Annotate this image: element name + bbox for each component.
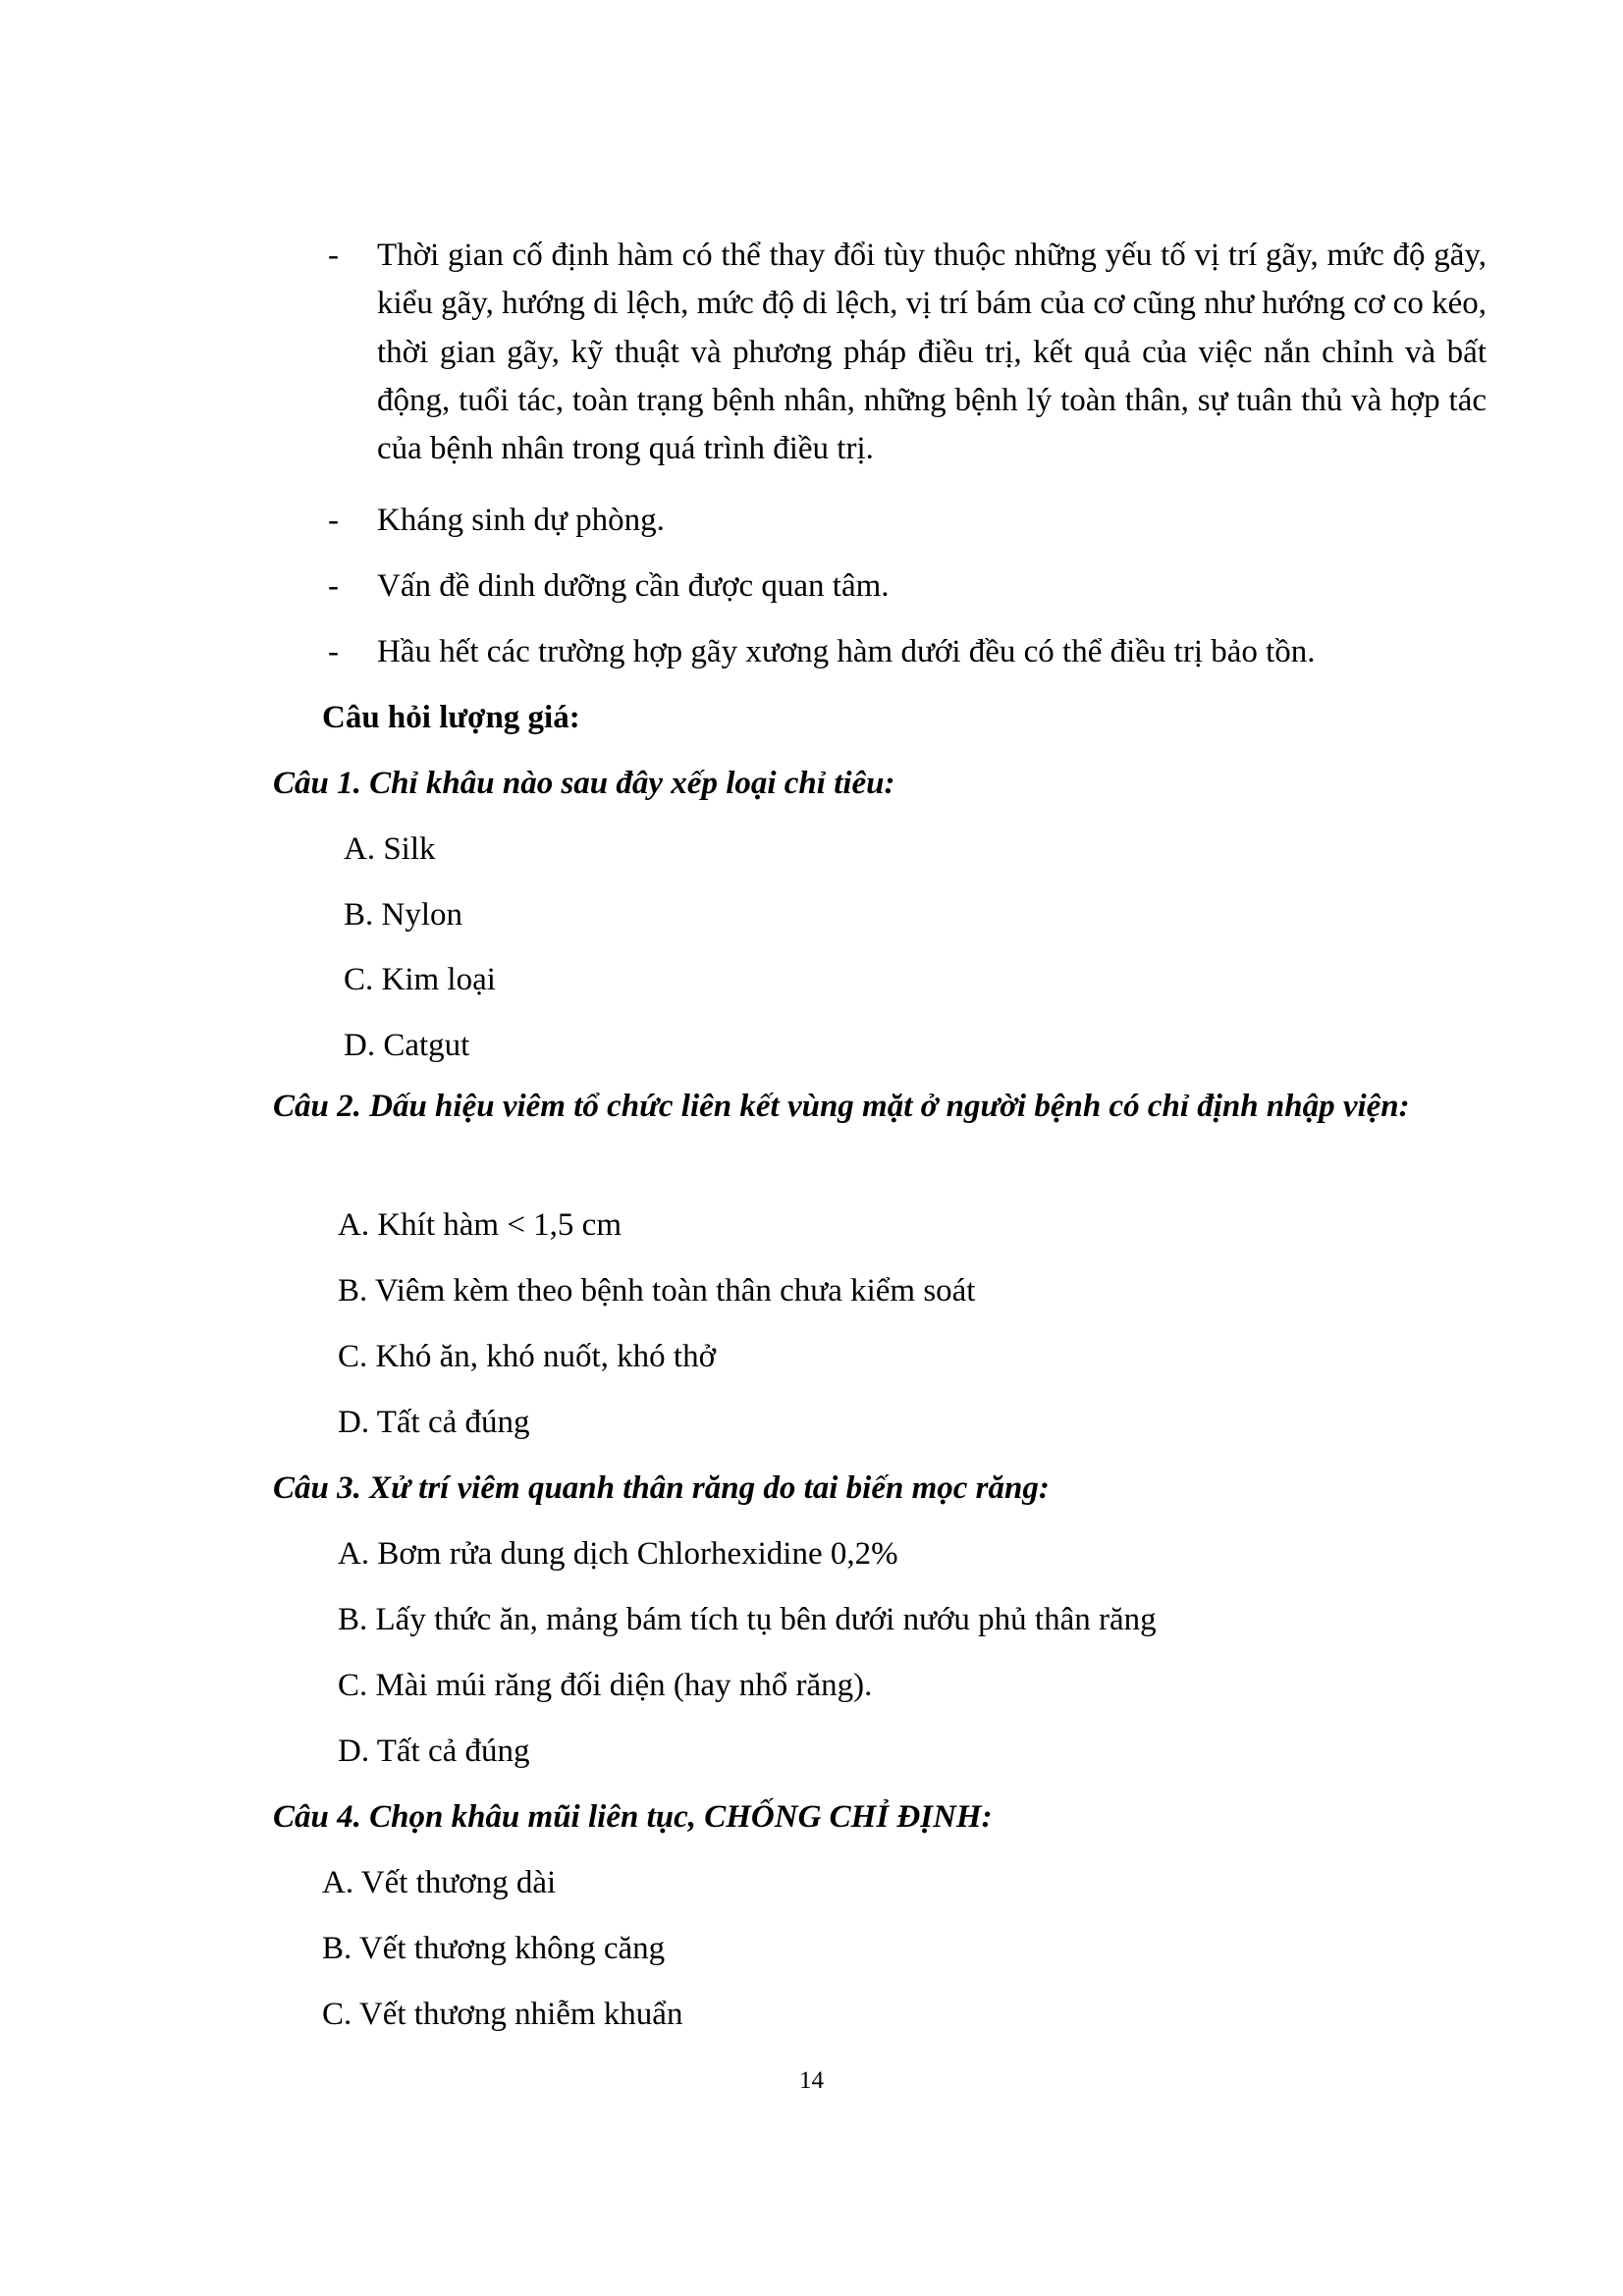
answer-option: D. Catgut	[344, 1028, 470, 1063]
bullet-paragraph: Thời gian cố định hàm có thể thay đổi tùy thuộc những yếu tố vị trí gãy, mức độ gãy, kiểu gãy, hướng di lệch, mức độ di lệch, vị trí bám của cơ cũng như hướng cơ co kéo, thời gian gãy, kỹ thuật và phương pháp điều trị, kết quả của việc nắn chỉnh và bất động, tuổi tác, toàn trạng bệnh nhân, những bệnh lý toàn thân, sự tuân thủ và hợp tác của bệnh nhân trong quá trình điều trị.	[377, 238, 1487, 467]
page-number: 14	[799, 2067, 824, 2094]
question-title: Câu 1. Chỉ khâu nào sau đây xếp loại chỉ tiêu:	[273, 766, 895, 801]
answer-option: B. Viêm kèm theo bệnh toàn thân chưa kiểm soát	[338, 1273, 976, 1308]
bullet-marker: -	[328, 503, 339, 538]
bullet-text: Hầu hết các trường hợp gãy xương hàm dưới đều có thể điều trị bảo tồn.	[377, 634, 1316, 669]
answer-option: C. Vết thương nhiễm khuẩn	[322, 1997, 683, 2032]
answer-option: D. Tất cả đúng	[338, 1405, 530, 1440]
answer-option: B. Vết thương không căng	[322, 1931, 666, 1966]
answer-option: B. Nylon	[344, 897, 463, 933]
bullet-marker: -	[328, 568, 339, 604]
bullet-marker: -	[328, 634, 339, 669]
question-title: Câu 2. Dấu hiệu viêm tổ chức liên kết vùng mặt ở người bệnh có chỉ định nhập viện:	[273, 1089, 1410, 1124]
bullet-text: Vấn đề dinh dưỡng cần được quan tâm.	[377, 568, 890, 604]
answer-option: D. Tất cả đúng	[338, 1734, 530, 1769]
answer-option: B. Lấy thức ăn, mảng bám tích tụ bên dưới nướu phủ thân răng	[338, 1602, 1157, 1637]
answer-option: A. Vết thương dài	[322, 1865, 557, 1900]
question-title: Câu 4. Chọn khâu mũi liên tục, CHỐNG CHỈ ĐỊNH:	[273, 1799, 993, 1835]
answer-option: A. Khít hàm < 1,5 cm	[338, 1207, 622, 1243]
bullet-text: Kháng sinh dự phòng.	[377, 503, 665, 538]
bullet-marker: -	[328, 238, 339, 273]
question-title: Câu 3. Xử trí viêm quanh thân răng do tai biến mọc răng:	[273, 1470, 1050, 1506]
section-heading: Câu hỏi lượng giá:	[322, 700, 580, 735]
answer-option: C. Khó ăn, khó nuốt, khó thở	[338, 1339, 717, 1374]
answer-option: A. Bơm rửa dung dịch Chlorhexidine 0,2%	[338, 1536, 898, 1572]
answer-option: A. Silk	[344, 831, 436, 867]
answer-option: C. Kim loại	[344, 962, 496, 997]
answer-option: C. Mài múi răng đối diện (hay nhổ răng).	[338, 1668, 873, 1703]
